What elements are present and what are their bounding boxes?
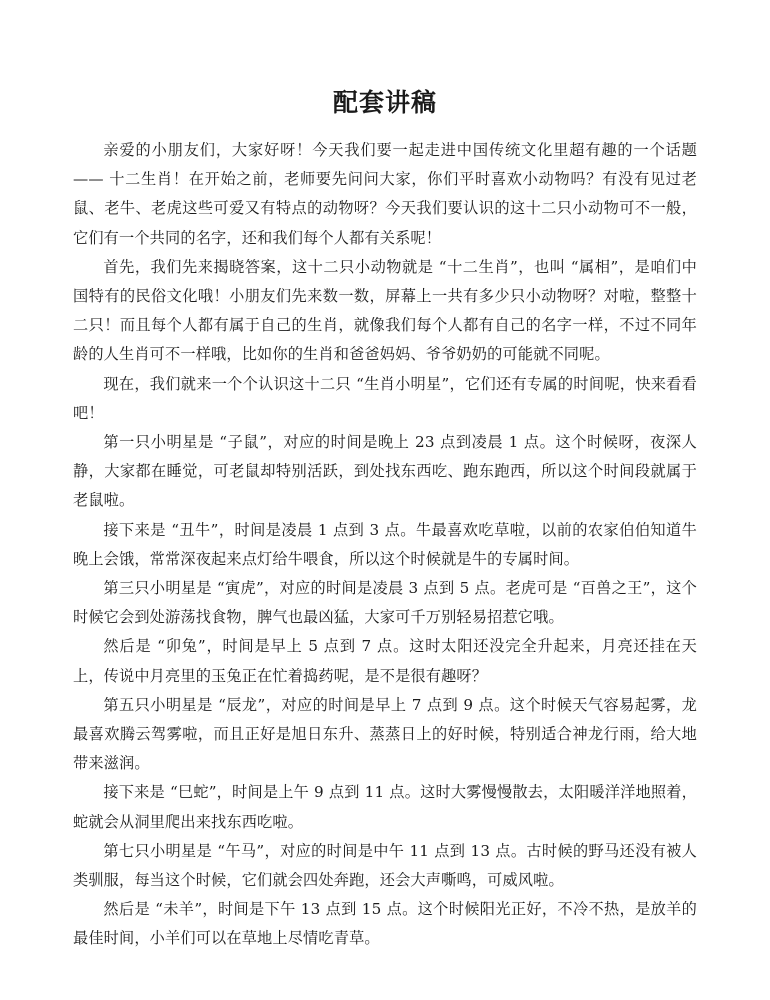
paragraph: 亲爱的小朋友们，大家好呀！今天我们要一起走进中国传统文化里超有趣的一个话题—— 十二生肖！在开始之前，老师要先问问大家，你们平时喜欢小动物吗？有没有见过老鼠、老牛、老虎这些可爱又有特点的动物呀？今天我们要认识的这十二只小动物可不一般，它们有一个共同的名字，还和我们每个人都有关系呢！ xyxy=(73,141,697,247)
paragraph: 然后是 “未羊”，时间是下午 13 点到 15 点。这个时候阳光正好，不冷不热，是放羊的最佳时间，小羊们可以在草地上尽情吃青草。 xyxy=(73,900,697,948)
paragraph: 第一只小明星是 “子鼠”，对应的时间是晚上 23 点到凌晨 1 点。这个时候呀，夜深人静，大家都在睡觉，可老鼠却特别活跃，到处找东西吃、跑东跑西，所以这个时间段就属于老鼠啦。 xyxy=(73,433,697,510)
paragraph: 现在，我们就来一个个认识这十二只 “生肖小明星”，它们还有专属的时间呢，快来看看吧！ xyxy=(73,374,697,422)
paragraph: 第七只小明星是 “午马”，对应的时间是中午 11 点到 13 点。古时候的野马还没有被人类驯服，每当这个时候，它们就会四处奔跑，还会大声嘶鸣，可威风啦。 xyxy=(73,841,697,890)
paragraph: 第三只小明星是 “寅虎”，对应的时间是凌晨 3 点到 5 点。老虎可是 “百兽之王”，这个时候它会到处游荡找食物，脾气也最凶猛，大家可千万别轻易招惹它哦。 xyxy=(73,579,697,627)
paragraph: 然后是 “卯兔”，时间是早上 5 点到 7 点。这时太阳还没完全升起来，月亮还挂在天上，传说中月亮里的玉兔正在忙着捣药呢，是不是很有趣呀？ xyxy=(73,637,697,685)
paragraph: 第五只小明星是 “辰龙”，对应的时间是早上 7 点到 9 点。这个时候天气容易起雾，龙最喜欢腾云驾雾啦，而且正好是旭日东升、蒸蒸日上的好时候，特别适合神龙行雨，给大地带来滋润。 xyxy=(73,695,697,773)
paragraph: 接下来是 “巳蛇”，时间是上午 9 点到 11 点。这时大雾慢慢散去，太阳暖洋洋地照着，蛇就会从洞里爬出来找东西吃啦。 xyxy=(73,783,697,831)
document-body xyxy=(0,136,770,954)
paragraph: 接下来是 “丑牛”，时间是凌晨 1 点到 3 点。牛最喜欢吃草啦，以前的农家伯伯知道牛晚上会饿，常常深夜起来点灯给牛喂食，所以这个时候就是牛的专属时间。 xyxy=(73,520,697,568)
page-title: 配套讲稿 xyxy=(332,88,437,117)
paragraph: 首先，我们先来揭晓答案，这十二只小动物就是 “十二生肖”，也叫 “属相”，是咱们中国特有的民俗文化哦！小朋友们先来数一数，屏幕上一共有多少只小动物呀？对啦，整整十二只！而且每个人都有属于自己的生肖，就像我们每个人都有自己的名字一样，不过不同年龄的人生肖可不一样哦，比如你的生肖和爸爸妈妈、爷爷奶奶的可能就不同呢。 xyxy=(73,257,697,364)
